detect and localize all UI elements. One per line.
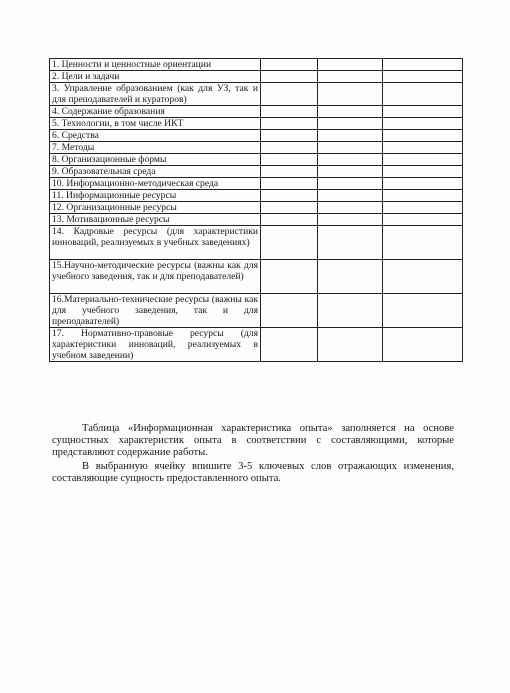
table-row — [50, 226, 463, 260]
row-label: 10. Информационно-методическая среда — [50, 178, 261, 190]
empty-cell-3[interactable] — [383, 59, 463, 71]
empty-cell-2[interactable] — [318, 328, 383, 362]
empty-cell-3[interactable] — [383, 118, 463, 130]
empty-cell-1[interactable] — [261, 130, 318, 142]
empty-cell-3[interactable] — [383, 202, 463, 214]
table-row — [50, 294, 463, 328]
row-label: 3. Управление образованием (как для УЗ, так и для преподавателей и кураторов) — [50, 83, 261, 106]
empty-cell-2[interactable] — [318, 202, 383, 214]
empty-cell-1[interactable] — [261, 178, 318, 190]
empty-cell-3[interactable] — [383, 214, 463, 226]
table-row — [50, 83, 463, 106]
empty-cell-1[interactable] — [261, 328, 318, 362]
row-label: 11. Информационные ресурсы — [50, 190, 261, 202]
table-row — [50, 260, 463, 294]
empty-cell-1[interactable] — [261, 118, 318, 130]
empty-cell-1[interactable] — [261, 294, 318, 328]
row-label: 17. Нормативно-правовые ресурсы (для характеристики инноваций, реализуемых в учебном заведении) — [50, 328, 261, 362]
empty-cell-3[interactable] — [383, 106, 463, 118]
empty-cell-2[interactable] — [318, 190, 383, 202]
row-label: 15.Научно-методические ресурсы (важны как для учебного заведения, так и для преподавателей) — [50, 260, 261, 294]
empty-cell-2[interactable] — [318, 260, 383, 294]
empty-cell-1[interactable] — [261, 202, 318, 214]
empty-cell-1[interactable] — [261, 166, 318, 178]
table-row — [50, 59, 463, 71]
instructions — [52, 423, 454, 485]
empty-cell-2[interactable] — [318, 142, 383, 154]
empty-cell-3[interactable] — [383, 260, 463, 294]
empty-cell-2[interactable] — [318, 294, 383, 328]
empty-cell-2[interactable] — [318, 59, 383, 71]
empty-cell-3[interactable] — [383, 328, 463, 362]
table-body — [50, 59, 463, 362]
empty-cell-2[interactable] — [318, 166, 383, 178]
row-label: 9. Образовательная среда — [50, 166, 261, 178]
table-row — [50, 328, 463, 362]
empty-cell-1[interactable] — [261, 214, 318, 226]
table-row — [50, 202, 463, 214]
table-row — [50, 130, 463, 142]
row-label: 8. Организационные формы — [50, 154, 261, 166]
empty-cell-1[interactable] — [261, 71, 318, 83]
table-row — [50, 106, 463, 118]
empty-cell-3[interactable] — [383, 294, 463, 328]
row-label: 4. Содержание образования — [50, 106, 261, 118]
empty-cell-3[interactable] — [383, 71, 463, 83]
empty-cell-1[interactable] — [261, 106, 318, 118]
empty-cell-2[interactable] — [318, 118, 383, 130]
row-label: 7. Методы — [50, 142, 261, 154]
empty-cell-2[interactable] — [318, 214, 383, 226]
empty-cell-2[interactable] — [318, 71, 383, 83]
empty-cell-1[interactable] — [261, 142, 318, 154]
empty-cell-2[interactable] — [318, 178, 383, 190]
empty-cell-3[interactable] — [383, 190, 463, 202]
empty-cell-3[interactable] — [383, 178, 463, 190]
row-label: 14. Кадровые ресурсы (для характеристики инноваций, реализуемых в учебных заведениях) — [50, 226, 261, 260]
empty-cell-1[interactable] — [261, 260, 318, 294]
table-row — [50, 118, 463, 130]
instruction-paragraph-1: Таблица «Информационная характеристика опыта» заполняется на основе сущностных характеристик опыта в соответствии с составляющими, которые представляют содержание работы. — [52, 423, 454, 458]
empty-cell-1[interactable] — [261, 83, 318, 106]
table-row — [50, 214, 463, 226]
table-row — [50, 154, 463, 166]
information-table — [49, 58, 463, 362]
table-row — [50, 166, 463, 178]
empty-cell-2[interactable] — [318, 130, 383, 142]
row-label: 13. Мотивационные ресурсы — [50, 214, 261, 226]
row-label: 12. Организационные ресурсы — [50, 202, 261, 214]
table-row — [50, 71, 463, 83]
row-label: 16.Материально-технические ресурсы (важны как для учебного заведения, так и для преподавателей) — [50, 294, 261, 328]
empty-cell-3[interactable] — [383, 83, 463, 106]
empty-cell-3[interactable] — [383, 166, 463, 178]
empty-cell-3[interactable] — [383, 154, 463, 166]
empty-cell-3[interactable] — [383, 142, 463, 154]
empty-cell-2[interactable] — [318, 154, 383, 166]
empty-cell-1[interactable] — [261, 154, 318, 166]
empty-cell-3[interactable] — [383, 226, 463, 260]
empty-cell-2[interactable] — [318, 83, 383, 106]
table-row — [50, 190, 463, 202]
row-label: 1. Ценности и ценностные ориентации — [50, 59, 261, 71]
empty-cell-2[interactable] — [318, 226, 383, 260]
empty-cell-2[interactable] — [318, 106, 383, 118]
empty-cell-1[interactable] — [261, 59, 318, 71]
row-label: 2. Цели и задачи — [50, 71, 261, 83]
empty-cell-3[interactable] — [383, 130, 463, 142]
row-label: 6. Средства — [50, 130, 261, 142]
instruction-paragraph-2: В выбранную ячейку впишите 3-5 ключевых слов отражающих изменения, составляющие сущность предоставленного опыта. — [52, 461, 454, 484]
empty-cell-1[interactable] — [261, 226, 318, 260]
table-row — [50, 142, 463, 154]
row-label: 5. Технологии, в том числе ИКТ — [50, 118, 261, 130]
empty-cell-1[interactable] — [261, 190, 318, 202]
table-row — [50, 178, 463, 190]
